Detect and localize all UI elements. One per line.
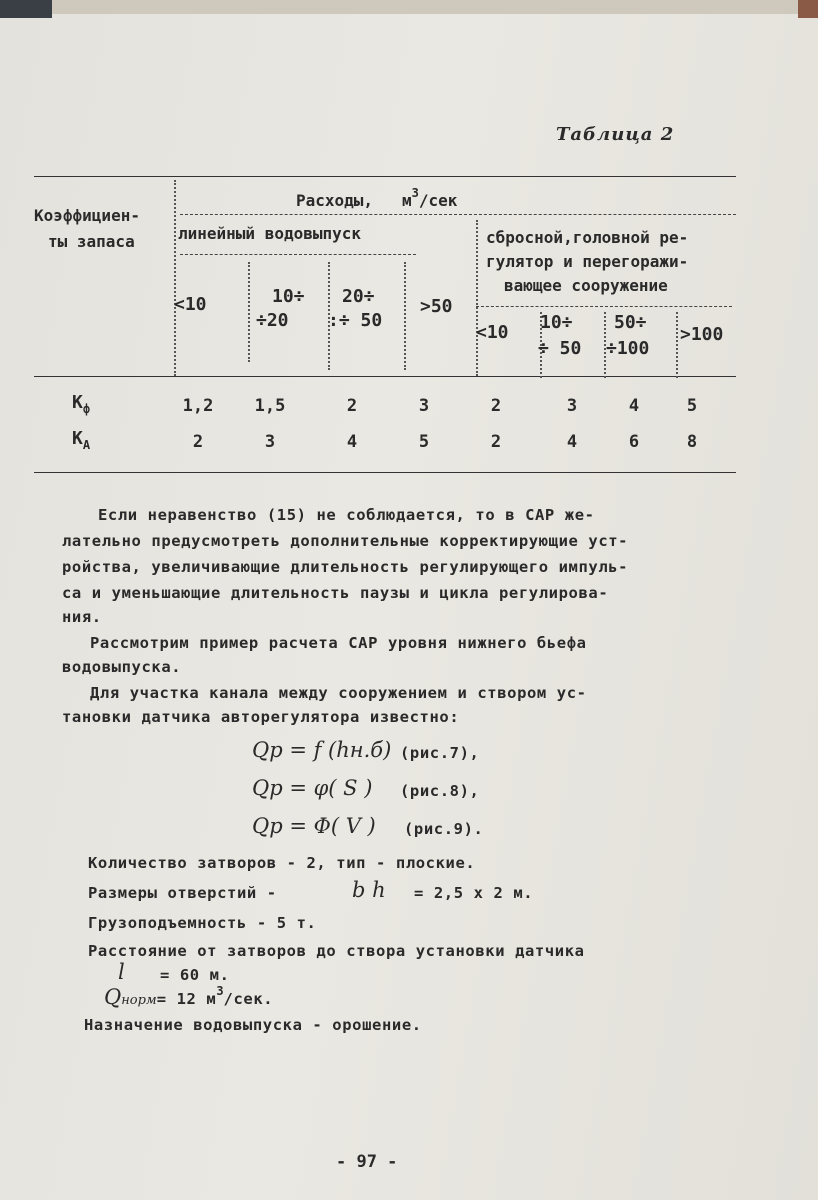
table-cell: 5 bbox=[418, 432, 430, 452]
rashody-header: Расходы, $м^3$/сек bbox=[296, 186, 458, 210]
page-edge bbox=[52, 0, 798, 14]
lin-col-2-top: 10÷ bbox=[272, 286, 305, 307]
table-cell: 3 bbox=[418, 396, 430, 416]
distance-line: Расстояние от затворов до створа установки датчика bbox=[88, 942, 585, 960]
table-cell: 2 bbox=[490, 396, 502, 416]
p1-line1: Если неравенство (15) не соблюдается, то в САР же- bbox=[98, 506, 595, 524]
table-top-rule bbox=[34, 176, 736, 177]
formula-3-ref: (рис.9). bbox=[404, 820, 484, 838]
formula-2-ref: (рис.8), bbox=[400, 782, 480, 800]
row-header-line2: ты запаса bbox=[48, 232, 135, 251]
openings-value: = 2,5 х 2 м. bbox=[414, 884, 534, 902]
table-cell: 2 bbox=[346, 396, 358, 416]
sbros-col-3-bottom: ÷100 bbox=[606, 338, 650, 359]
table-cell: 5 bbox=[686, 396, 698, 416]
table-cell: 3 bbox=[264, 432, 276, 452]
table-cell: 1,2 bbox=[182, 396, 214, 416]
lin-col-3-top: 20÷ bbox=[342, 286, 375, 307]
lin-col-3-bottom: :÷ 50 bbox=[328, 310, 383, 331]
vsep-sbros-3 bbox=[676, 312, 678, 378]
q-norm: Qнорм= 12 $м^3$/сек. bbox=[104, 984, 274, 1009]
table-header-rule bbox=[34, 376, 736, 377]
table-cell: 4 bbox=[628, 396, 640, 416]
table-cell: 8 bbox=[686, 432, 698, 452]
p2-line2: водовыпуска. bbox=[62, 658, 182, 676]
sbros-col-3-top: 50÷ bbox=[614, 312, 647, 333]
group-linear: линейный водовыпуск bbox=[178, 224, 362, 243]
purpose-line: Назначение водовыпуска - орошение. bbox=[84, 1016, 422, 1034]
page-number: - 97 - bbox=[336, 1152, 398, 1172]
capacity-line: Грузоподъемность - 5 т. bbox=[88, 914, 317, 932]
formula-1-ref: (рис.7), bbox=[400, 744, 480, 762]
table-cell: 4 bbox=[346, 432, 358, 452]
table-cell: 4 bbox=[566, 432, 578, 452]
vsep-lin-3 bbox=[404, 262, 406, 370]
group-sbros-line3: вающее сооружение bbox=[504, 276, 668, 295]
table-cell: 2 bbox=[490, 432, 502, 452]
vsep-lin-1 bbox=[248, 262, 250, 362]
lin-col-1: <10 bbox=[174, 294, 207, 315]
vsep-rowheader bbox=[174, 180, 176, 376]
lin-col-4: >50 bbox=[420, 296, 453, 317]
row-header-line1: Коэффициен- bbox=[34, 206, 140, 225]
sbros-col-1: <10 bbox=[476, 322, 509, 343]
l-symbol: l bbox=[118, 960, 125, 984]
background-corner-right bbox=[798, 0, 818, 18]
sbros-col-2-top: 10÷ bbox=[540, 312, 573, 333]
openings-symbol: b h bbox=[352, 878, 386, 902]
linear-group-rule bbox=[180, 254, 416, 255]
formula-3: Qр = Φ( V ) bbox=[252, 814, 376, 838]
l-value: = 60 м. bbox=[160, 966, 230, 984]
vsep-groups bbox=[476, 220, 478, 376]
row-ka-label: $К_А$ bbox=[72, 428, 91, 452]
p2-line1: Рассмотрим пример расчета САР уровня нижнего бьефа bbox=[90, 634, 587, 652]
gates-line: Количество затворов - 2, тип - плоские. bbox=[88, 854, 476, 872]
p3-line2: тановки датчика авторегулятора известно: bbox=[62, 708, 460, 726]
row-kf-label: $К_ф$ bbox=[72, 392, 91, 416]
lin-col-2-bottom: ÷20 bbox=[256, 310, 289, 331]
formula-1: Qр = f (hн.б) bbox=[252, 738, 392, 762]
p1-line4: са и уменьшающие длительность паузы и цикла регулирова- bbox=[62, 584, 609, 602]
table-cell: 3 bbox=[566, 396, 578, 416]
group-sbros-line2: гулятор и перегоражи- bbox=[486, 252, 689, 271]
p1-line3: ройства, увеличивающие длительность регулирующего импуль- bbox=[62, 558, 629, 576]
formula-2: Qр = φ( S ) bbox=[252, 776, 373, 800]
p3-line1: Для участка канала между сооружением и створом ус- bbox=[90, 684, 587, 702]
table-cell: 1,5 bbox=[254, 396, 286, 416]
sbros-group-rule bbox=[476, 306, 732, 307]
table-caption: Таблица 2 bbox=[556, 124, 675, 145]
background-corner bbox=[0, 0, 52, 18]
sbros-col-2-bottom: ÷ 50 bbox=[538, 338, 582, 359]
p1-line2: лательно предусмотреть дополнительные корректирующие уст- bbox=[62, 532, 629, 550]
rashody-rule bbox=[180, 214, 736, 215]
group-sbros-line1: сбросной,головной ре- bbox=[486, 228, 689, 247]
p1-line5: ния. bbox=[62, 608, 102, 626]
table-bottom-rule bbox=[34, 472, 736, 473]
openings-label: Размеры отверстий - bbox=[88, 884, 277, 902]
sbros-col-4: >100 bbox=[680, 324, 724, 345]
table-cell: 2 bbox=[192, 432, 204, 452]
table-cell: 6 bbox=[628, 432, 640, 452]
